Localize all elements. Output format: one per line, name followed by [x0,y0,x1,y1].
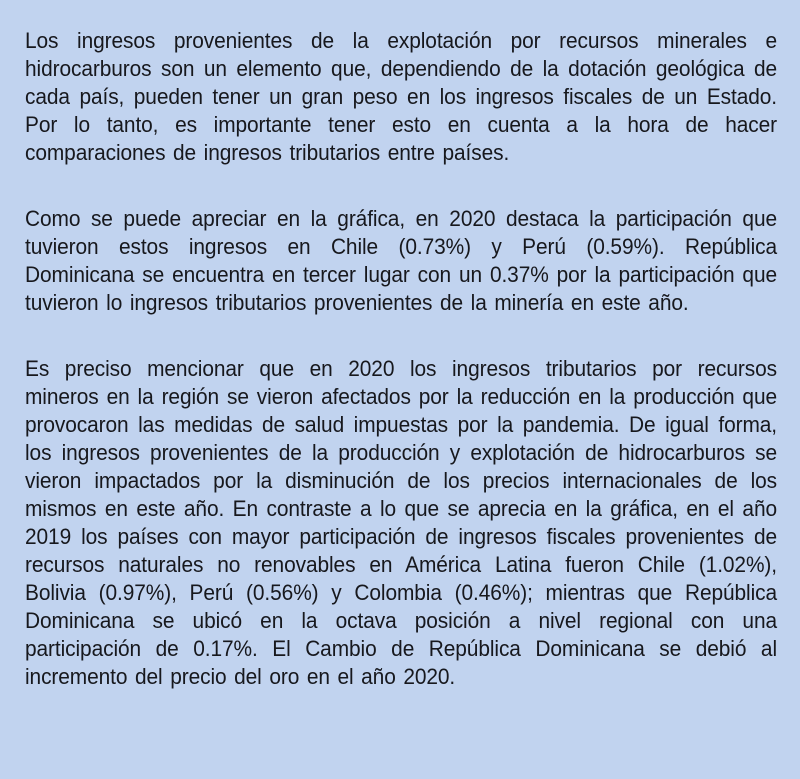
paragraph-mineral-revenues-intro: Los ingresos provenientes de la explotación por recursos minerales e hidrocarburos son un elemento que, dependiendo de la dotación geológica de cada país, pueden tener un gran peso en los ingresos fiscales de un Estado. Por lo tanto, es importante tener esto en cuenta a la hora de hacer comparaciones de ingresos tributarios entre países. [25,28,778,165]
paragraph-pandemic-impact-2019-comparison: Es preciso mencionar que en 2020 los ingresos tributarios por recursos mineros en la región se vieron afectados por la reducción en la producción que provocaron las medidas de salud impuestas por la pandemia. De igual forma, los ingresos provenientes de la producción y explotación de hidrocarburos se vieron impactados por la disminución de los precios internacionales de los mismos en este año. En contraste a lo que se aprecia en la gráfica, en el año 2019 los países con mayor participación de ingresos fiscales provenientes de recursos naturales no renovables en América Latina fueron Chile (1.02%), Bolivia (0.97%), Perú (0.56%) y Colombia (0.46%); mientras que República Dominicana se ubicó en la octava posición a nivel regional con una participación de 0.17%. El Cambio de República Dominicana se debió al incremento del precio del oro en el año 2020. [25,356,778,689]
text-block [25,27,777,691]
paragraph-2020-country-participation: Como se puede apreciar en la gráfica, en 2020 destaca la participación que tuvieron estos ingresos en Chile (0.73%) y Perú (0.59%). República Dominicana se encuentra en tercer lugar con un 0.37% por la participación que tuvieron lo ingresos tributarios provenientes de la minería en este año. [25,206,778,315]
